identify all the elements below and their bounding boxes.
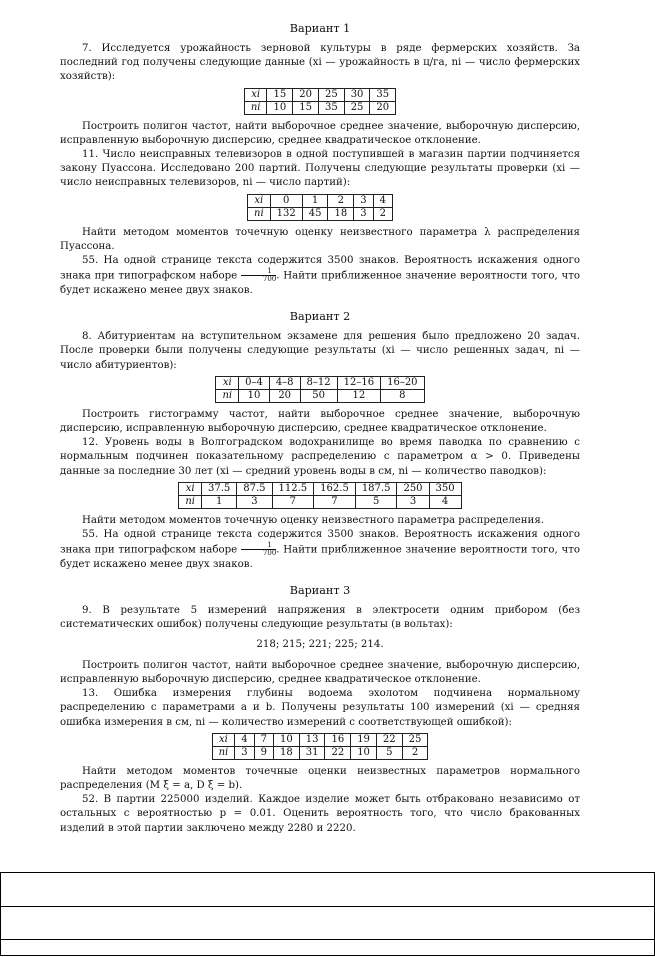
table-header-cell: ni [179, 495, 202, 508]
table-cell: 20 [269, 389, 300, 402]
table-cell: 45 [302, 207, 328, 220]
table-cell: 5 [376, 746, 402, 759]
table-cell: 10 [273, 733, 299, 746]
table-cell: 20 [370, 101, 396, 114]
table-cell: 25 [402, 733, 428, 746]
table-cell: 7 [254, 733, 273, 746]
table-cell: 1 [302, 194, 328, 207]
table-cell: 10 [267, 101, 293, 114]
table-cell: 112.5 [272, 482, 314, 495]
table-cell: 3 [354, 207, 373, 220]
table-header-cell: ni [216, 389, 239, 402]
table-cell: 132 [270, 207, 302, 220]
footer-row [1, 907, 654, 940]
problem-52-text: 52. В партии 225000 изделий. Каждое изделие может быть отбраковано независимо от остальных с вероятностью p = 0.01. Оценить вероятность того, что число бракованных изделий в этой партии заключено между 2280 и 2220. [60, 794, 580, 834]
table-cell: 162.5 [314, 482, 356, 495]
problem-8-task: Построить гистограмму частот, найти выборочное среднее значение, выборочную дисперсию, исправленную выборочную дисперсию, среднее квадратическое отклонение. [60, 408, 580, 434]
table-row [244, 88, 395, 101]
table-row [179, 482, 461, 495]
table-header-cell: ni [212, 746, 235, 759]
variant-3-title: Вариант 3 [289, 584, 351, 598]
table-cell: 4 [373, 194, 392, 207]
table-cell: 350 [429, 482, 461, 495]
footer-frame [0, 872, 655, 956]
table-cell: 0 [270, 194, 302, 207]
table-header-cell: xi [248, 194, 271, 207]
table-cell: 3 [354, 194, 373, 207]
table-problem-7 [244, 88, 396, 115]
table-cell: 20 [293, 88, 319, 101]
table-cell: 2 [402, 746, 428, 759]
table-cell: 19 [351, 733, 377, 746]
table-cell: 37.5 [202, 482, 237, 495]
table-cell: 4 [235, 733, 254, 746]
table-cell: 0–4 [239, 376, 270, 389]
fraction: $\frac{1}{700}$ [241, 268, 276, 283]
table-cell: 5 [355, 495, 397, 508]
table-problem-11 [247, 194, 393, 221]
table-cell: 12 [337, 389, 380, 402]
table-cell: 8–12 [300, 376, 337, 389]
table-cell: 7 [314, 495, 356, 508]
problem-13-text: 13. Ошибка измерения глубины водоема эхолотом подчинена нормальному распределению с параметрами a и b. Получены результаты 100 измерений (xi — средняя ошибка измерения в см, ni — количество измерений с соответствующей ошибкой): [60, 688, 580, 728]
table-row [244, 101, 395, 114]
problem-9-task: Построить полигон частот, найти выборочное среднее значение, выборочную дисперсию, исправленную выборочную дисперсию, среднее квадратическое отклонение. [60, 659, 580, 685]
table-cell: 10 [239, 389, 270, 402]
problem-55b-text: 55. На одной странице текста содержится 3500 знаков. Вероятность искажения одного знака при типографском наборе $\frac{1}{700}$ . Найти приближенное значение вероятности того, что будет искажено менее двух знаков. [60, 528, 580, 570]
table-header-cell: ni [244, 101, 267, 114]
table-cell: 35 [370, 88, 396, 101]
table-cell: 18 [328, 207, 354, 220]
table-cell: 250 [397, 482, 429, 495]
problem-9-text: 9. В результате 5 измерений напряжения в электросети одним прибором (без систематических ошибок) получены следующие результаты (в вольтах): [60, 605, 580, 631]
table-header-cell: ni [248, 207, 271, 220]
problem-12-text: 12. Уровень воды в Волгоградском водохранилище во время паводка по сравнению с нормальным подчинен показательному распределению с параметром α > 0. Приведены данные за последние 30 лет (xi — средний уровень воды в см, ni — количество паводков): [60, 437, 580, 477]
table-cell: 7 [272, 495, 314, 508]
table-cell: 25 [318, 88, 344, 101]
table-header-cell: xi [244, 88, 267, 101]
table-row [248, 194, 393, 207]
problem-13-task: Найти методом моментов точечные оценки неизвестных параметров нормального распределения (M ξ = a, D ξ = b). [60, 765, 580, 791]
table-cell: 10 [351, 746, 377, 759]
table-cell: 4–8 [269, 376, 300, 389]
table-cell: 30 [344, 88, 370, 101]
table-problem-12 [178, 482, 461, 509]
table-row [179, 495, 461, 508]
table-cell: 1 [202, 495, 237, 508]
table-cell: 187.5 [355, 482, 397, 495]
table-row [216, 376, 424, 389]
table-cell: 9 [254, 746, 273, 759]
table-problem-13 [212, 733, 429, 760]
table-cell: 8 [381, 389, 424, 402]
table-cell: 15 [267, 88, 293, 101]
table-cell: 3 [397, 495, 429, 508]
table-cell: 3 [237, 495, 272, 508]
problem-8-text: 8. Абитуриентам на вступительном экзамене для решения было предложено 20 задач. После проверки были получены следующие результаты (xi — число решенных задач, ni — число абитуриентов): [60, 331, 580, 371]
problem-12-task: Найти методом моментов точечную оценку неизвестного параметра распределения. [82, 514, 544, 526]
table-cell: 50 [300, 389, 337, 402]
table-cell: 35 [318, 101, 344, 114]
table-row [212, 746, 428, 759]
table-cell: 87.5 [237, 482, 272, 495]
problem-7-text: 7. Исследуется урожайность зерновой культуры в ряде фермерских хозяйств. За последний год получены следующие данные (xi — урожайность в ц/га, ni — число фермерских хозяйств): [60, 43, 580, 83]
table-cell: 31 [299, 746, 325, 759]
document-page [60, 22, 580, 836]
table-cell: 3 [235, 746, 254, 759]
table-cell: 4 [429, 495, 461, 508]
problem-11-task: Найти методом моментов точечную оценку неизвестного параметра λ распределения Пуассона. [60, 226, 580, 252]
table-problem-8 [215, 376, 424, 403]
table-row [212, 733, 428, 746]
table-cell: 2 [328, 194, 354, 207]
table-cell: 15 [293, 101, 319, 114]
problem-55-text: 55. На одной странице текста содержится 3500 знаков. Вероятность искажения одного знака при типографском наборе $\frac{1}{700}$ . Найти приближенное значение вероятности того, что будет искажено менее двух знаков. [60, 255, 580, 296]
fraction: $\frac{1}{700}$ [241, 542, 276, 557]
variant-1-title: Вариант 1 [289, 22, 351, 35]
table-header-cell: xi [212, 733, 235, 746]
measurement-values: 218; 215; 221; 225; 214. [256, 639, 384, 651]
table-cell: 25 [344, 101, 370, 114]
table-cell: 2 [373, 207, 392, 220]
table-cell: 12–16 [337, 376, 380, 389]
table-cell: 18 [273, 746, 299, 759]
table-cell: 16 [325, 733, 351, 746]
table-cell: 22 [376, 733, 402, 746]
variant-2-title: Вариант 2 [289, 310, 351, 324]
table-cell: 22 [325, 746, 351, 759]
table-cell: 13 [299, 733, 325, 746]
table-cell: 16–20 [381, 376, 424, 389]
problem-7-task: Построить полигон частот, найти выборочное среднее значение, выборочную дисперсию, исправленную выборочную дисперсию, среднее квадратическое отклонение. [60, 120, 580, 146]
footer-row [1, 873, 654, 907]
problem-11-text: 11. Число неисправных телевизоров в одной поступившей в магазин партии подчиняется закону Пуассона. Исследовано 200 партий. Получены следующие результаты проверки (xi — число неисправных телевизоров, ni — число партий): [60, 149, 580, 189]
table-header-cell: xi [179, 482, 202, 495]
table-row [248, 207, 393, 220]
table-header-cell: xi [216, 376, 239, 389]
table-row [216, 389, 424, 402]
